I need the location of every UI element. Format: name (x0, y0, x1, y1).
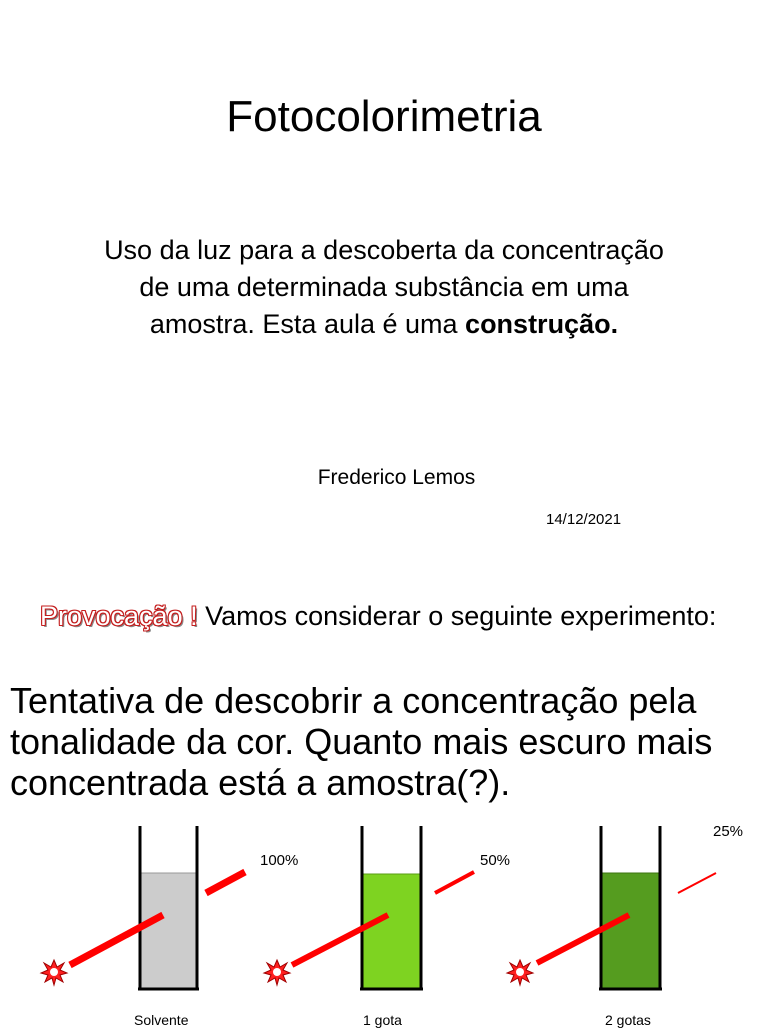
sample-1-gota (264, 826, 474, 990)
transmittance-label-1-gota: 50% (480, 852, 511, 869)
subtitle-line-1: Uso da luz para a descoberta da concentração (104, 235, 664, 265)
cuvette-liquid (601, 873, 660, 988)
experiment-heading: Tentativa de descobrir a concentração pela tonalidade da cor. Quanto mais escuro mais concentrada está a amostra(?). (10, 680, 713, 803)
provocation-text: Vamos considerar o seguinte experimento: (197, 601, 717, 631)
sample-label-1-gota: 1 gota (363, 1012, 402, 1028)
author-name: Frederico Lemos (317, 466, 476, 489)
slide-title: Fotocolorimetria (226, 92, 542, 141)
experiment-diagram (0, 820, 768, 1024)
starburst-light-source-icon (41, 960, 67, 985)
transmitted-beam (206, 872, 245, 893)
cuvette-liquid (140, 873, 197, 988)
subtitle-line-2: de uma determinada substância em uma (139, 272, 629, 302)
transmitted-beam (678, 873, 716, 893)
starburst-light-source-icon (507, 960, 533, 985)
transmittance-label-2-gotas: 25% (713, 823, 744, 840)
transmitted-beam (435, 872, 474, 893)
sample-label-solvente: Solvente (134, 1012, 189, 1028)
subtitle-line-3-text: amostra. Esta aula é uma (149, 309, 466, 339)
subtitle-emphasis: construção. (465, 309, 619, 339)
starburst-light-source-icon (264, 960, 290, 985)
sample-label-2-gotas: 2 gotas (605, 1012, 651, 1028)
provocation-label: Provocação ! (40, 601, 198, 631)
sample-2-gotas (507, 826, 716, 990)
transmittance-label-solvente: 100% (260, 852, 299, 869)
sample-solvente (41, 826, 245, 990)
slide-date: 14/12/2021 (546, 511, 622, 528)
provocation-paragraph (40, 599, 720, 633)
slide-subtitle (40, 232, 728, 343)
cuvette-liquid (362, 874, 421, 988)
subtitle-line-3 (40, 306, 728, 343)
